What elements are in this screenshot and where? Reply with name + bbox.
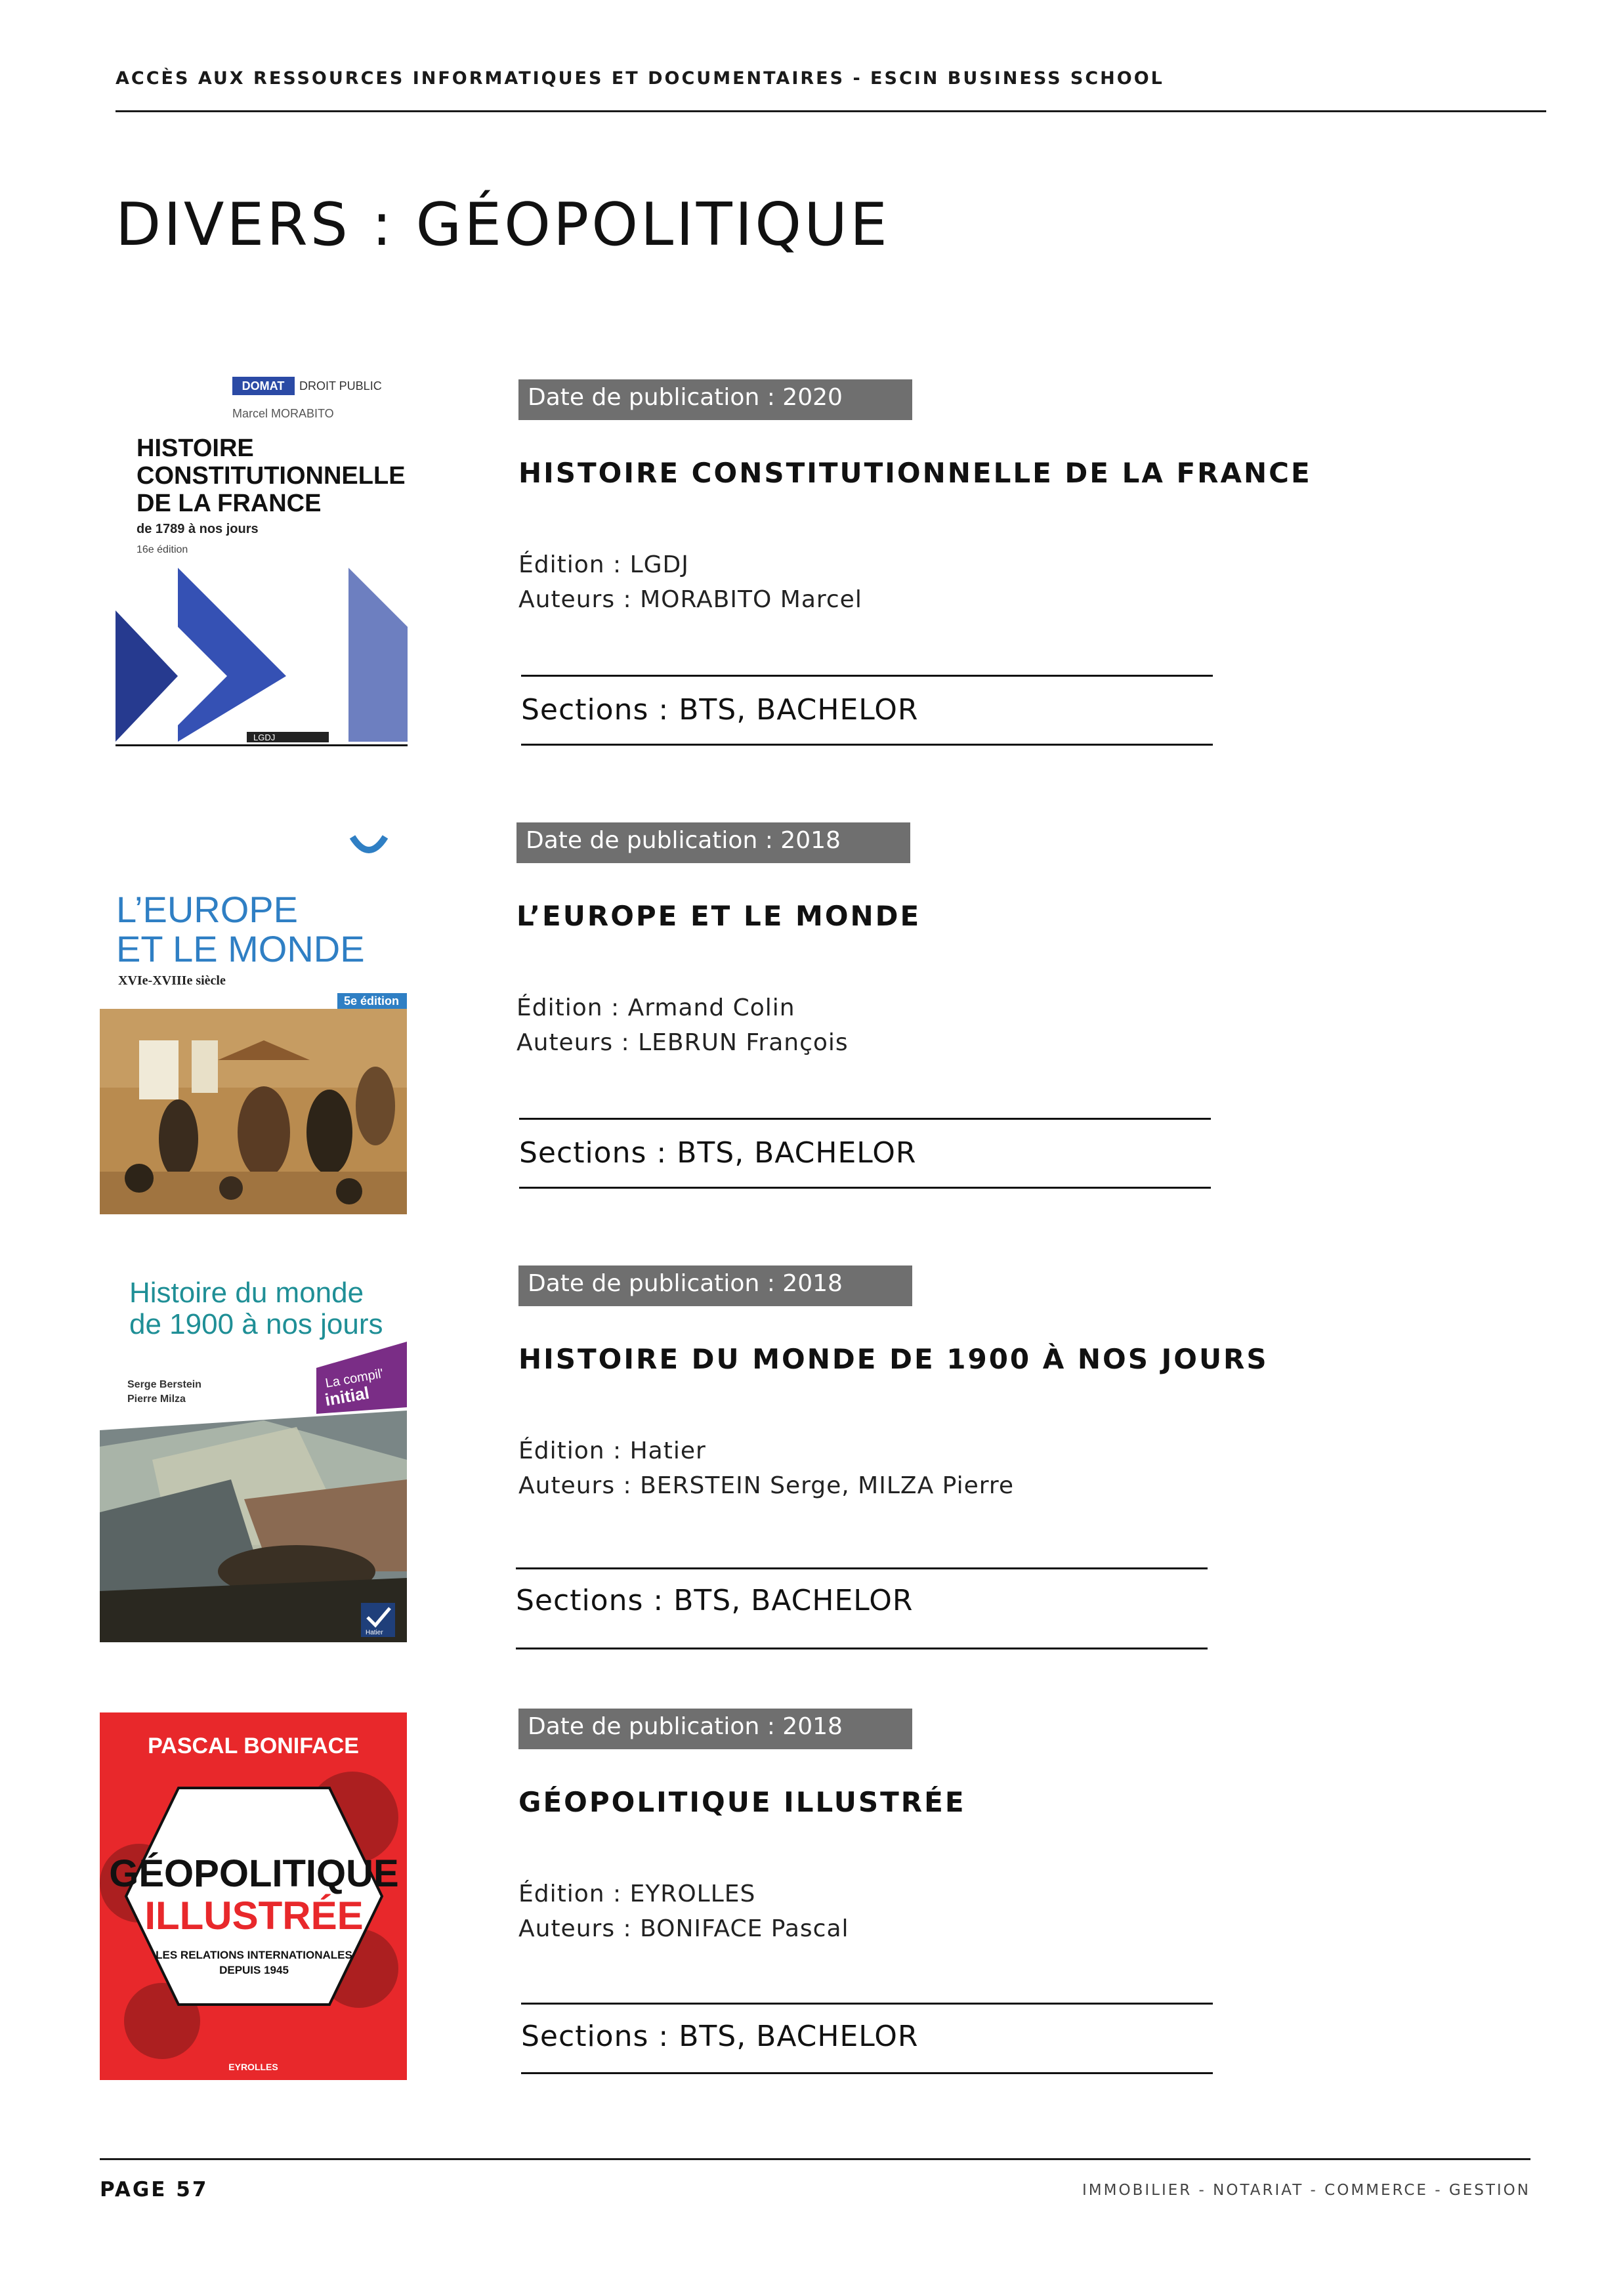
book-entry xyxy=(0,1254,1623,1648)
publication-date: Date de publication : 2018 xyxy=(518,1709,912,1749)
header-divider xyxy=(116,110,1546,112)
book-entry xyxy=(0,811,1623,1204)
book-title: GÉOPOLITIQUE ILLUSTRÉE xyxy=(518,1786,966,1818)
cover-art xyxy=(100,1263,407,1642)
cover-badge-line: initial xyxy=(323,1382,371,1410)
cover-title-line: GÉOPOLITIQUE xyxy=(109,1852,399,1895)
cover-title-line: HISTOIRE xyxy=(137,435,254,462)
book-authors: Auteurs : BONIFACE Pascal xyxy=(518,1915,849,1942)
book-edition: Édition : LGDJ xyxy=(518,551,689,578)
cover-badge: DOMAT xyxy=(242,379,285,393)
book-cover xyxy=(116,368,408,748)
cover-author: Marcel MORABITO xyxy=(232,407,334,420)
cover-author: Pierre Milza xyxy=(127,1393,186,1405)
book-entry xyxy=(0,368,1623,761)
cover-art xyxy=(116,368,408,748)
cover-author: PASCAL BONIFACE xyxy=(148,1733,359,1758)
sections-divider-bottom xyxy=(521,744,1213,746)
cover-subtitle: DEPUIS 1945 xyxy=(219,1964,289,1976)
sections-divider-top xyxy=(516,1567,1208,1569)
book-entry xyxy=(0,1697,1623,2091)
cover-publisher: EYROLLES xyxy=(228,2062,278,2072)
cover-subtitle: LES RELATIONS INTERNATIONALES xyxy=(156,1949,352,1961)
book-title: HISTOIRE CONSTITUTIONNELLE DE LA FRANCE xyxy=(518,457,1312,489)
sections-divider-top xyxy=(519,1118,1211,1120)
cover-title-line: ET LE MONDE xyxy=(116,928,365,969)
book-sections: Sections : BTS, BACHELOR xyxy=(521,2020,919,2053)
page-title: DIVERS : GÉOPOLITIQUE xyxy=(116,190,890,259)
cover-title-line: L’EUROPE xyxy=(116,889,298,930)
cover-subtitle: XVIe-XVIIIe siècle xyxy=(118,973,226,988)
cover-edition: 5e édition xyxy=(344,994,400,1008)
publication-date: Date de publication : 2018 xyxy=(518,1265,912,1306)
sections-divider-top xyxy=(521,2003,1213,2005)
book-info xyxy=(518,379,1372,760)
cover-subtitle: de 1789 à nos jours xyxy=(137,522,259,536)
book-title: L’EUROPE ET LE MONDE xyxy=(516,900,921,932)
sections-divider-bottom xyxy=(516,1648,1208,1649)
cover-publisher: LGDJ xyxy=(253,733,276,742)
book-cover xyxy=(100,1263,407,1642)
book-authors: Auteurs : LEBRUN François xyxy=(516,1029,849,1056)
cover-badge-line: La compil' xyxy=(324,1366,385,1391)
cover-publisher: Hatier xyxy=(366,1629,383,1636)
book-edition: Édition : Hatier xyxy=(518,1437,706,1464)
cover-edition: 16e édition xyxy=(137,544,188,555)
sections-divider-bottom xyxy=(519,1187,1211,1189)
publication-date: Date de publication : 2020 xyxy=(518,379,912,420)
cover-title-line: ILLUSTRÉE xyxy=(144,1894,364,1938)
book-sections: Sections : BTS, BACHELOR xyxy=(521,693,919,727)
running-header: ACCÈS AUX RESSOURCES INFORMATIQUES ET DOCUMENTAIRES - ESCIN BUSINESS SCHOOL xyxy=(116,68,1164,89)
cover-art xyxy=(100,1712,407,2080)
book-cover xyxy=(100,824,407,1214)
book-authors: Auteurs : BERSTEIN Serge, MILZA Pierre xyxy=(518,1472,1015,1499)
book-info xyxy=(518,1265,1372,1646)
book-info xyxy=(516,822,1370,1203)
publication-date: Date de publication : 2018 xyxy=(516,822,910,863)
footer-divider xyxy=(100,2158,1530,2160)
page-number: PAGE 57 xyxy=(100,2178,209,2201)
cover-series: DROIT PUBLIC xyxy=(299,379,382,393)
cover-art xyxy=(100,824,407,1214)
book-sections: Sections : BTS, BACHELOR xyxy=(519,1136,917,1170)
cover-title-line: CONSTITUTIONNELLE xyxy=(137,462,406,490)
sections-divider-top xyxy=(521,675,1213,677)
footer-tagline: IMMOBILIER - NOTARIAT - COMMERCE - GESTION xyxy=(1082,2182,1530,2199)
cover-title-line: Histoire du monde xyxy=(129,1277,364,1309)
book-title: HISTOIRE DU MONDE DE 1900 À NOS JOURS xyxy=(518,1343,1269,1375)
book-edition: Édition : Armand Colin xyxy=(516,994,795,1021)
book-edition: Édition : EYROLLES xyxy=(518,1881,756,1907)
cover-title-line: DE LA FRANCE xyxy=(137,490,322,517)
cover-title-line: de 1900 à nos jours xyxy=(129,1308,383,1340)
book-sections: Sections : BTS, BACHELOR xyxy=(516,1584,914,1617)
cover-author: Serge Berstein xyxy=(127,1379,201,1390)
book-cover xyxy=(100,1712,407,2080)
book-info xyxy=(518,1709,1372,2089)
book-authors: Auteurs : MORABITO Marcel xyxy=(518,586,862,613)
sections-divider-bottom xyxy=(521,2072,1213,2074)
